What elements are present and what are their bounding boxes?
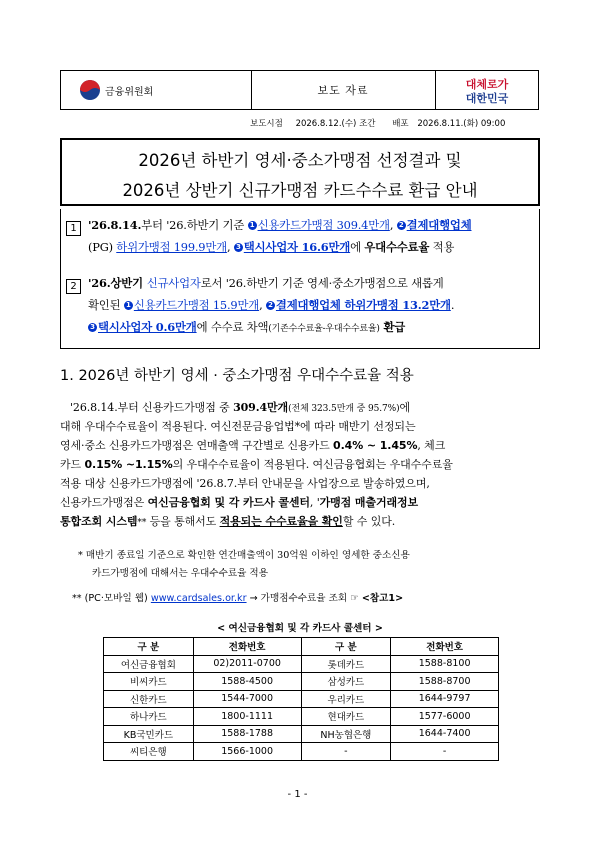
table-row	[104, 673, 499, 691]
footnote-2: ** (PC·모바일 웹) www.cardsales.or.kr → 가맹점수수료율 조회 ☞ <참고1>	[72, 593, 404, 604]
body-line-2: 대해 우대수수료율이 적용된다. 여신전문금융업법*에 따라 매반기 선정되는	[60, 420, 416, 433]
embargo-label: 보도시점	[250, 119, 283, 129]
table-cell: 비씨카드	[104, 673, 194, 691]
svg-text:대체로가: 대체로가	[465, 78, 509, 91]
callcenter-table	[103, 637, 499, 761]
agency-name: 금융위원회	[105, 86, 154, 98]
table-cell: 1566-1000	[193, 743, 301, 761]
svg-text:대한민국: 대한민국	[465, 92, 509, 105]
table-cell: 1588-8700	[391, 673, 499, 691]
body-line-3: 영세·중소 신용카드가맹점은 연매출액 구간별로 신용카드 0.4% ~ 1.45%, 체크	[60, 439, 446, 452]
table-cell: 여신금융협회	[104, 655, 194, 673]
summary-marker-2: 2	[66, 276, 81, 295]
summary-item-2-line-1: '26.상반기 신규사업자로서 '26.하반기 기준 영세·중소가맹점으로 새롭게	[88, 276, 444, 290]
table-cell: 현대카드	[301, 708, 391, 726]
page-number: - 1 -	[287, 789, 308, 800]
table-cell: 우리카드	[301, 690, 391, 708]
release-info	[250, 117, 505, 129]
body-line-1: '26.8.14.부터 신용카드가맹점 중 309.4만개(전체 323.5만개 중 95.7%)에	[70, 401, 411, 414]
table-cell: 롯데카드	[301, 655, 391, 673]
press-header	[60, 70, 539, 110]
summary-marker-1: 1	[66, 218, 81, 237]
summary-item-2-line-2: 확인된 1 신용카드가맹점 15.9만개, 2 결제대행업체 하위가맹점 13.2만개.	[88, 298, 455, 312]
slogan-logo-icon	[461, 75, 513, 105]
cardsales-link[interactable]: www.cardsales.or.kr	[150, 593, 247, 604]
table-cell: 1588-8100	[391, 655, 499, 673]
table-cell: 1544-7000	[193, 690, 301, 708]
distribution-label: 배포	[392, 119, 409, 129]
table-cell: 1644-7400	[391, 725, 499, 743]
summary-item-2-line-3: 3 택시사업자 0.6만개에 수수료 차액(기존수수료율-우대수수료율) 환급	[88, 319, 405, 335]
table-cell: -	[391, 743, 499, 761]
table-row	[104, 708, 499, 726]
body-line-4: 카드 0.15% ~1.15%의 우대수수료율이 적용된다. 여신금융협회는 우대수수료율	[60, 458, 453, 471]
table-cell: 1588-1788	[193, 725, 301, 743]
section-1-heading: 1. 2026년 하반기 영세 · 중소가맹점 우대수수료율 적용	[60, 368, 414, 384]
table-cell: KB국민카드	[104, 725, 194, 743]
header-cell: 전화번호	[193, 638, 301, 656]
table-cell: NH농협은행	[301, 725, 391, 743]
government-emblem-icon	[79, 79, 101, 101]
agency-block	[79, 71, 199, 109]
body-line-6: 신용카드가맹점은 여신금융협회 및 각 카드사 콜센터, '가맹점 매출거래정보	[60, 496, 419, 509]
embargo-value: 2026.8.12.(수) 조간	[295, 119, 376, 129]
footnote-1-line-1: * 매반기 종료일 기준으로 확인한 연간매출액이 30억원 이하인 영세한 중소신용	[78, 550, 410, 561]
header-cell: 구 분	[104, 638, 194, 656]
table-cell: 1588-4500	[193, 673, 301, 691]
header-cell: 전화번호	[391, 638, 499, 656]
header-cell: 구 분	[301, 638, 391, 656]
distribution-value: 2026.8.11.(화) 09:00	[417, 119, 506, 129]
body-line-5: 적용 대상 신용카드가맹점에 '26.8.7.부터 안내문을 사업장으로 발송하였으며,	[60, 477, 430, 490]
table-row	[104, 655, 499, 673]
table-cell: 씨티은행	[104, 743, 194, 761]
table-row	[104, 743, 499, 761]
table-header-row	[104, 638, 499, 656]
title-line-1: 2026년 하반기 영세·중소가맹점 선정결과 및	[138, 151, 462, 170]
slogan-logo	[435, 71, 539, 109]
table-cell: 하나카드	[104, 708, 194, 726]
table-cell: 1577-6000	[391, 708, 499, 726]
table-cell: 1644-9797	[391, 690, 499, 708]
table-cell: 신한카드	[104, 690, 194, 708]
table-row	[104, 725, 499, 743]
table-cell: 02)2011-0700	[193, 655, 301, 673]
doc-type: 보도 자료	[317, 84, 369, 97]
table-row	[104, 690, 499, 708]
table-cell: 1800-1111	[193, 708, 301, 726]
table-cell: -	[301, 743, 391, 761]
title-box	[60, 138, 540, 206]
table-cell: 삼성카드	[301, 673, 391, 691]
summary-item-1-line-1: '26.8.14.부터 '26.하반기 기준 1 신용카드가맹점 309.4만개, 2 결제대행업체	[88, 218, 472, 232]
summary-item-1-line-2: (PG) 하위가맹점 199.9만개, 3 택시사업자 16.6만개에 우대수수료율 적용	[88, 240, 455, 254]
callcenter-caption: < 여신금융협회 및 각 카드사 콜센터 >	[217, 623, 383, 634]
body-line-7: 통합조회 시스템** 등을 통해서도 적용되는 수수료율을 확인할 수 있다.	[60, 515, 396, 528]
footnote-1-line-2: 카드가맹점에 대해서는 우대수수료율 적용	[92, 568, 268, 579]
title-line-2: 2026년 상반기 신규가맹점 카드수수료 환급 안내	[122, 181, 478, 200]
